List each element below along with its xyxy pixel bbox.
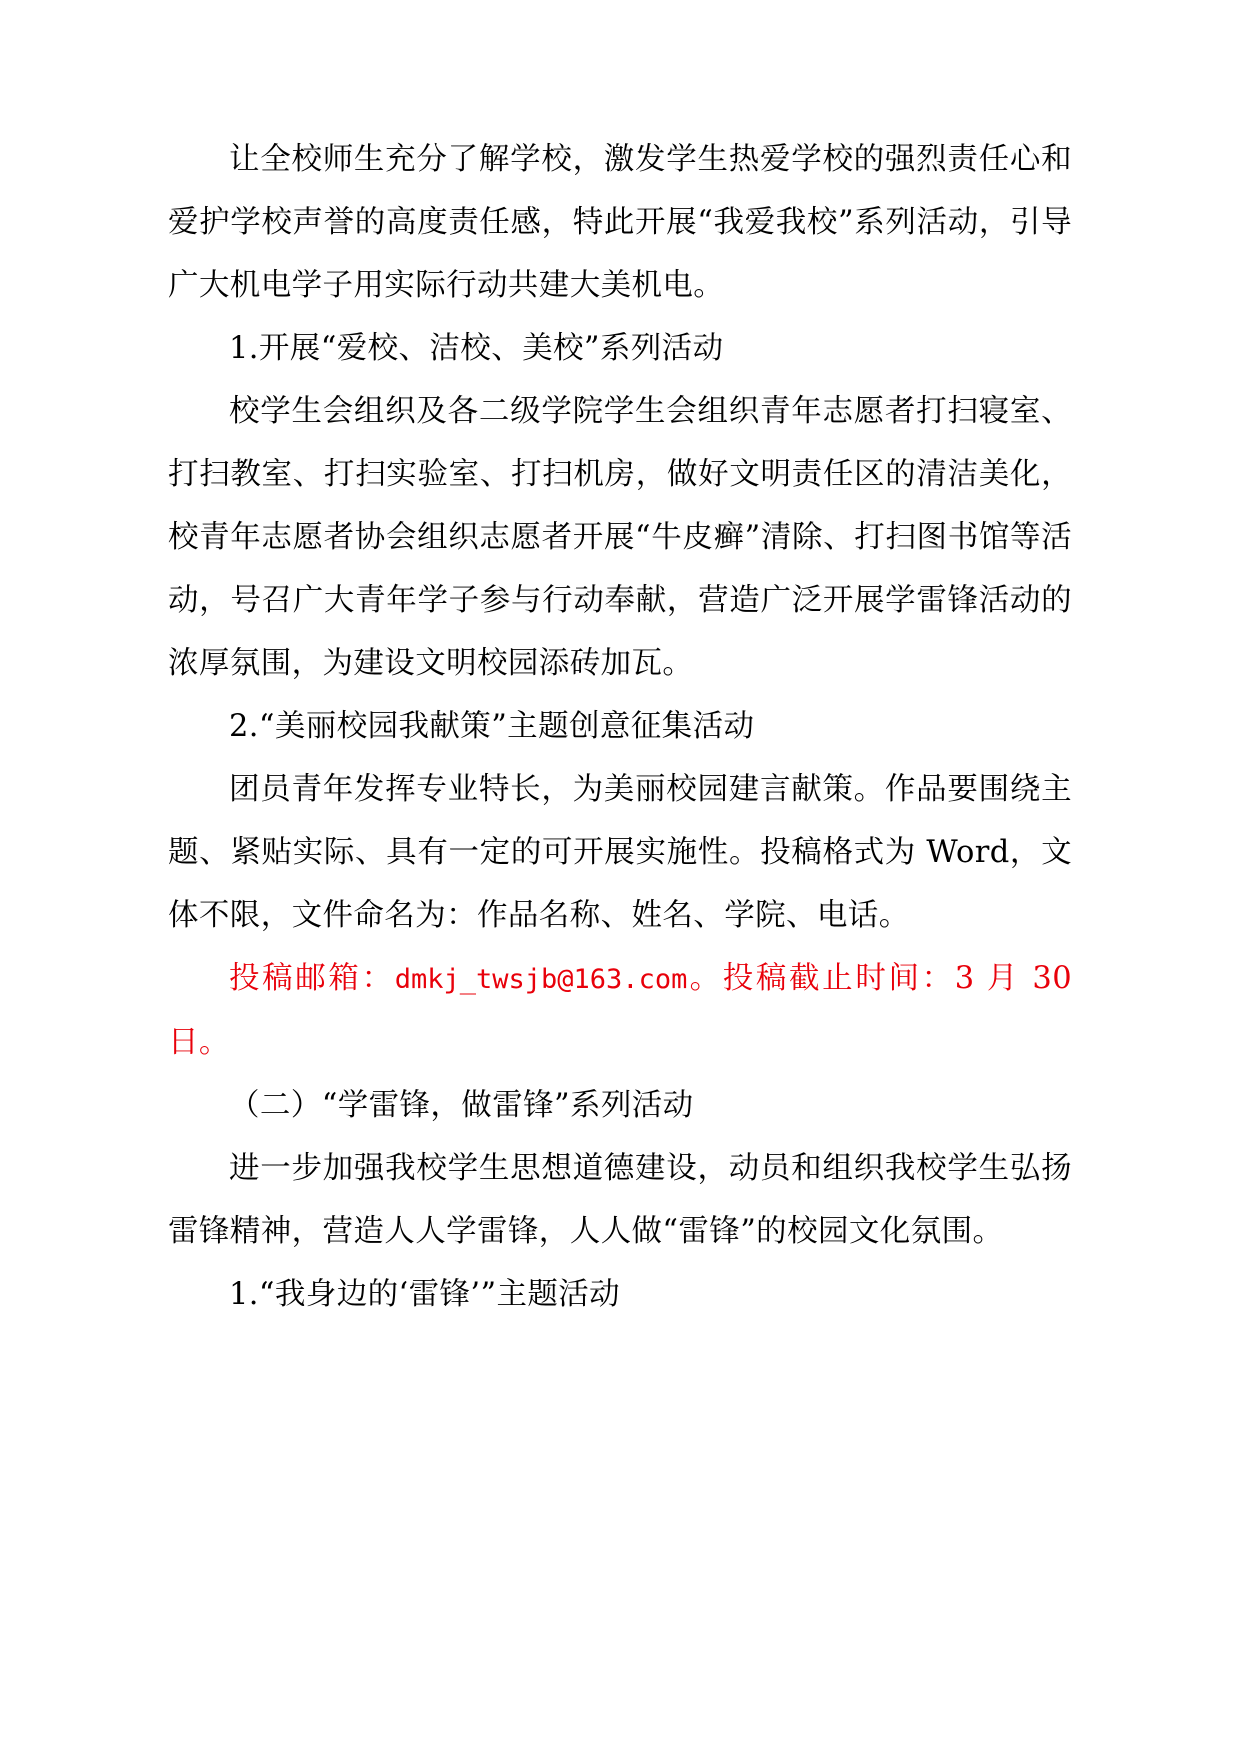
paragraph-heading-subitem-1: 1.“我身边的‘雷锋’”主题活动 bbox=[229, 1277, 621, 1312]
paragraph-item-1-body: 校学生会组织及各二级学院学生会组织青年志愿者打扫寝室、打扫教室、打扫实验室、打扫机房，做好文明责任区的清洁美化，校青年志愿者协会组织志愿者开展“牛皮癣”清除、打扫图书馆等活动，号召广大青年学子参与行动奉献，营造广泛开展学雷锋活动的浓厚氛围，为建设文明校园添砖加瓦。 bbox=[168, 394, 1072, 681]
submission-deadline-text: 。投稿截止时间：3 月 30 日。 bbox=[168, 961, 1072, 1060]
paragraph-section-two-body: 进一步加强我校学生思想道德建设，动员和组织我校学生弘扬雷锋精神，营造人人学雷锋，人人做“雷锋”的校园文化氛围。 bbox=[168, 1151, 1072, 1249]
paragraph-submission-notice bbox=[168, 947, 1072, 1074]
paragraph-item-2-body: 团员青年发挥专业特长，为美丽校园建言献策。作品要围绕主题、紧贴实际、具有一定的可开展实施性。投稿格式为 Word，文体不限，文件命名为：作品名称、姓名、学院、电话。 bbox=[168, 772, 1072, 933]
document-body bbox=[168, 128, 1072, 1326]
paragraph-intro: 让全校师生充分了解学校，激发学生热爱学校的强烈责任心和爱护学校声誉的高度责任感，特此开展“我爱我校”系列活动，引导广大机电学子用实际行动共建大美机电。 bbox=[168, 142, 1072, 303]
submission-email-label: 投稿邮箱： bbox=[229, 961, 395, 996]
submission-email-address[interactable]: dmkj_twsjb@163.com bbox=[394, 964, 688, 995]
paragraph-heading-item-2: 2.“美丽校园我献策”主题创意征集活动 bbox=[229, 709, 755, 744]
paragraph-heading-item-1: 1.开展“爱校、洁校、美校”系列活动 bbox=[229, 331, 724, 366]
paragraph-heading-section-two: （二）“学雷锋，做雷锋”系列活动 bbox=[229, 1088, 694, 1123]
